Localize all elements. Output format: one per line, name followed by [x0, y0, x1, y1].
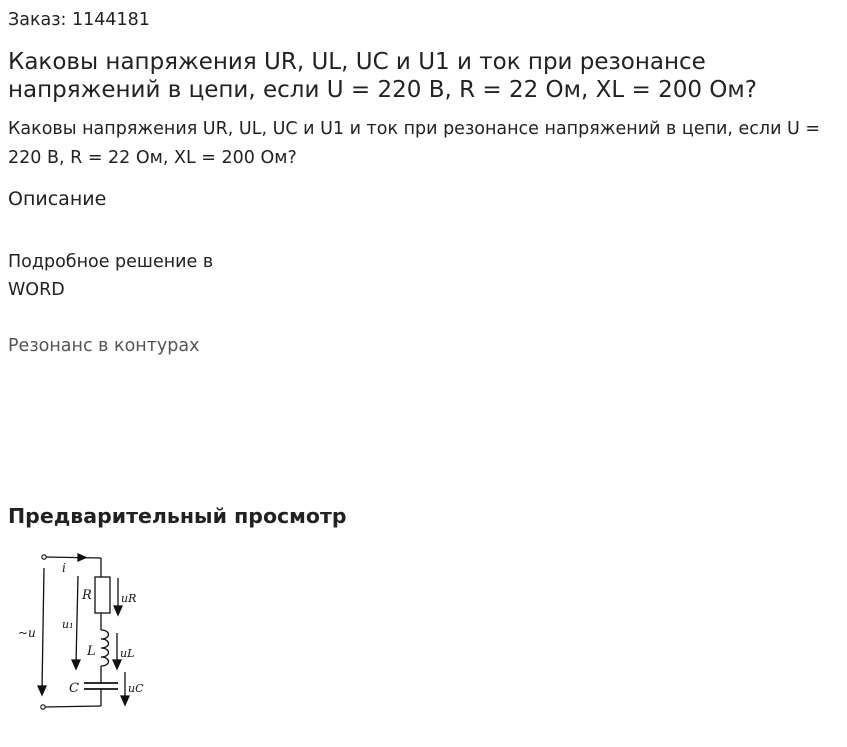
bottom-wire	[44, 706, 101, 707]
page-title: Каковы напряжения UR, UL, UC и U1 и ток при резонансе напряжений в цепи, если U = 220 В, R = 22 Ом, XL = 200 Ом?	[8, 49, 757, 103]
u1-label: u₁	[62, 618, 74, 631]
uc-arrowhead	[121, 696, 129, 705]
question-text: Каковы напряжения UR, UL, UC и U1 и ток при резонансе напряжений в цепи, если U = 220 В, R = 22 Ом, XL = 200 Ом?	[8, 119, 821, 168]
u1-arrowhead	[72, 660, 80, 669]
inductor-symbol	[101, 630, 109, 666]
resistor-label: R	[82, 588, 92, 603]
ul-label: uL	[120, 647, 135, 660]
source-voltage-arrowhead	[38, 686, 46, 695]
top-terminal	[42, 555, 46, 559]
preview-heading: Предварительный просмотр	[8, 504, 347, 528]
source-voltage-line	[42, 568, 44, 690]
ur-label: uR	[121, 592, 137, 605]
u1-line	[76, 576, 78, 664]
capacitor-label: C	[69, 681, 79, 696]
top-wire	[44, 557, 101, 558]
source-voltage-label: ~u	[18, 626, 36, 640]
description-text: Подробное решение в WORD	[8, 252, 214, 300]
uc-label: uC	[128, 682, 144, 695]
current-arrow	[78, 554, 86, 561]
ur-arrowhead	[114, 606, 122, 615]
ul-arrowhead	[113, 660, 121, 669]
current-label: i	[62, 561, 66, 575]
circuit-diagram	[14, 546, 154, 716]
description-heading: Описание	[8, 188, 107, 210]
inductor-label: L	[87, 644, 96, 659]
circuit-diagram-preview	[14, 546, 154, 716]
order-number: Заказ: 1144181	[8, 10, 150, 30]
bottom-terminal	[41, 705, 45, 709]
category-link[interactable]: Резонанс в контурах	[8, 336, 200, 356]
resistor-symbol	[95, 577, 110, 613]
